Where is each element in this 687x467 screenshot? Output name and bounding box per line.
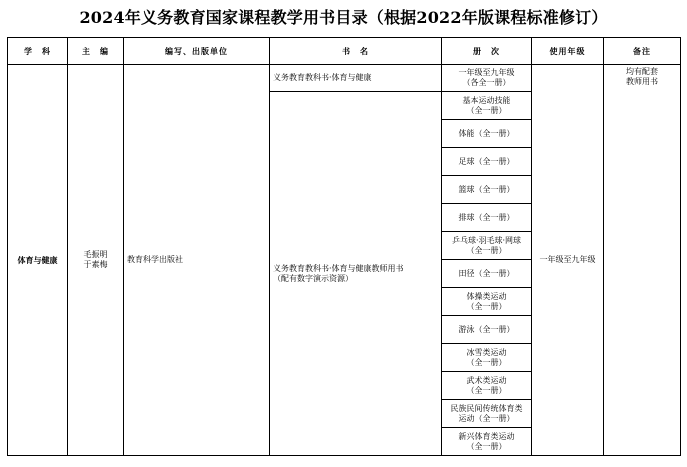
note-cell — [604, 65, 681, 456]
note-text: 均有配套 教师用书 — [626, 67, 658, 86]
book-cell-student: 义务教育教科书·体育与健康 — [270, 65, 442, 92]
page-title: 2024年义务教育国家课程教学用书目录（根据2022年版课程标准修订） — [79, 8, 608, 27]
volume-cell: 体能（全一册） — [442, 120, 532, 148]
volume-cell: 田径（全一册） — [442, 260, 532, 288]
header-publisher: 编写、出版单位 — [124, 38, 270, 65]
volume-cell: 足球（全一册） — [442, 148, 532, 176]
header-volume: 册 次 — [442, 38, 532, 65]
volume-cell: 排球（全一册） — [442, 204, 532, 232]
volume-cell: 民族民间传统体育类 运动（全一册） — [442, 400, 532, 428]
volume-cell: 篮球（全一册） — [442, 176, 532, 204]
catalog-table — [7, 37, 681, 456]
volume-cell: 新兴体育类运动 （全一册） — [442, 428, 532, 456]
volume-cell: 冰雪类运动 （全一册） — [442, 344, 532, 372]
volume-cell: 游泳（全一册） — [442, 316, 532, 344]
volume-cell: 体操类运动 （全一册） — [442, 288, 532, 316]
publisher-cell: 教育科学出版社 — [124, 65, 270, 456]
volume-cell: 基本运动技能 （全一册） — [442, 92, 532, 120]
book-cell-teacher: 义务教育教科书·体育与健康教师用书 （配有数字演示资源） — [270, 92, 442, 456]
header-row — [8, 38, 681, 65]
header-note: 备注 — [604, 38, 681, 65]
header-editor: 主 编 — [68, 38, 124, 65]
subject-cell: 体育与健康 — [8, 65, 68, 456]
header-book: 书 名 — [270, 38, 442, 65]
header-subject: 学 科 — [8, 38, 68, 65]
table-row — [8, 65, 681, 92]
volume-cell: 武术类运动 （全一册） — [442, 372, 532, 400]
volume-cell: 乒乓球·羽毛球·网球 （全一册） — [442, 232, 532, 260]
grade-cell: 一年级至九年级 — [532, 65, 604, 456]
editor-cell: 毛振明 于素梅 — [68, 65, 124, 456]
header-grade: 使用年级 — [532, 38, 604, 65]
volume-cell: 一年级至九年级 （各全一册） — [442, 65, 532, 92]
